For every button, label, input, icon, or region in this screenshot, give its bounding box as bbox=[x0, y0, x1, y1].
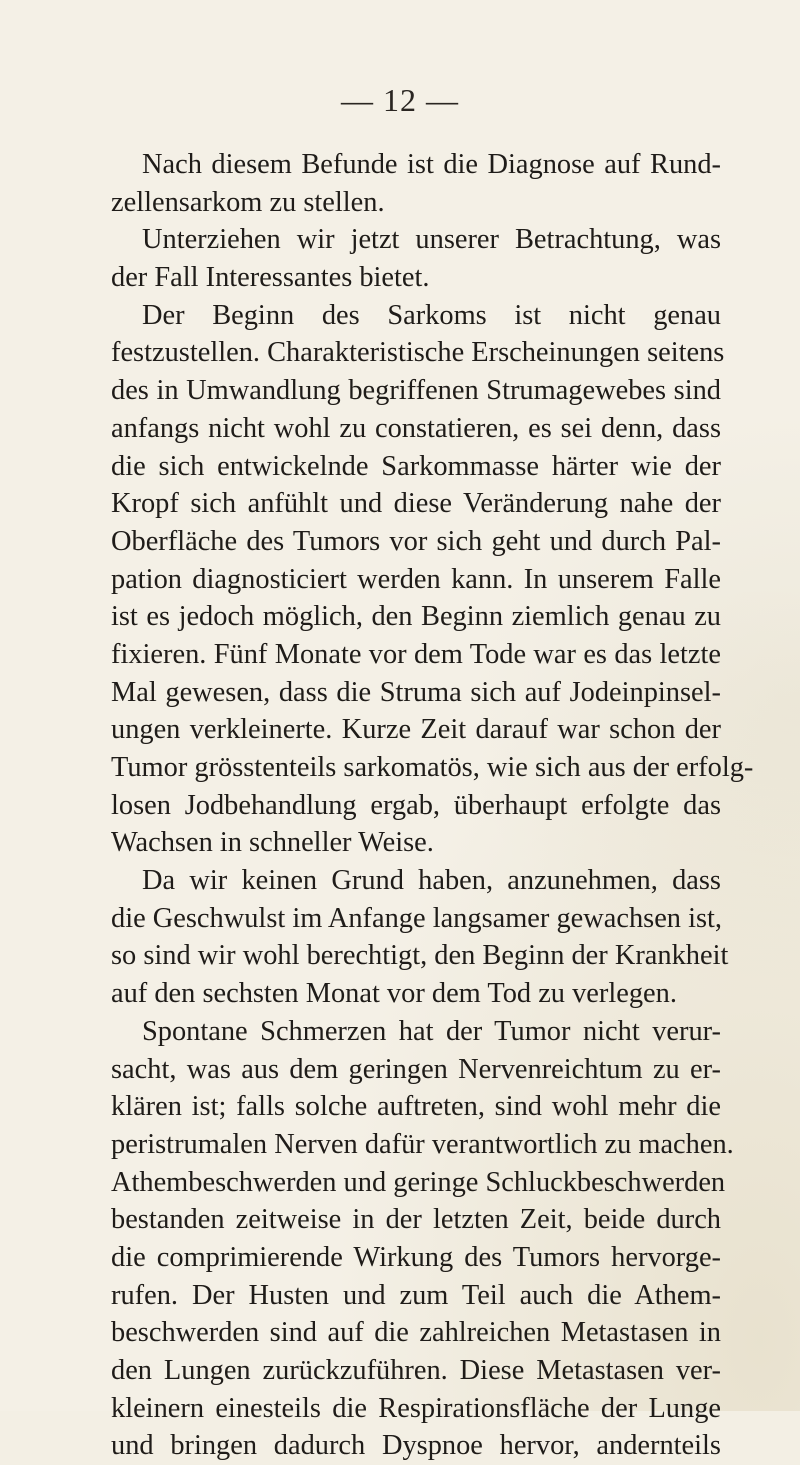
text-line: Spontane Schmerzen hat der Tumor nicht verur- bbox=[142, 1015, 721, 1047]
text-line: peristrumalen Nerven dafür verantwortlich zu machen. bbox=[111, 1128, 734, 1160]
text-line: zellensarkom zu stellen. bbox=[111, 186, 385, 218]
text-line: die sich entwickelnde Sarkommasse härter wie der bbox=[111, 450, 721, 482]
text-line: Der Beginn des Sarkoms ist nicht genau bbox=[142, 299, 721, 331]
text-line: Mal gewesen, dass die Struma sich auf Jodeinpinsel- bbox=[111, 676, 721, 708]
text-line: kleinern einesteils die Respirationsfläche der Lunge bbox=[111, 1392, 721, 1424]
text-line: der Fall Interessantes bietet. bbox=[111, 262, 430, 294]
text-line: losen Jodbehandlung ergab, überhaupt erfolgte das bbox=[111, 789, 721, 821]
text-line: festzustellen. Charakteristische Erscheinungen seitens bbox=[111, 337, 725, 369]
text-line: beschwerden sind auf die zahlreichen Metastasen in bbox=[111, 1317, 721, 1349]
text-line: Kropf sich anfühlt und diese Veränderung nahe der bbox=[111, 488, 721, 520]
text-line: rufen. Der Husten und zum Teil auch die Athem- bbox=[111, 1279, 721, 1311]
text-line: anfangs nicht wohl zu constatieren, es sei denn, dass bbox=[111, 412, 721, 444]
text-line: die comprimierende Wirkung des Tumors hervorge- bbox=[111, 1241, 721, 1273]
text-line: fixieren. Fünf Monate vor dem Tode war es das letzte bbox=[111, 638, 721, 670]
text-line: Tumor grösstenteils sarkomatös, wie sich aus der erfolg- bbox=[111, 752, 754, 783]
text-line: auf den sechsten Monat vor dem Tod zu verlegen. bbox=[111, 978, 677, 1010]
text-line: ungen verkleinerte. Kurze Zeit darauf war schon der bbox=[111, 714, 721, 746]
text-line: klären ist; falls solche auftreten, sind wohl mehr die bbox=[111, 1091, 721, 1123]
text-line: ist es jedoch möglich, den Beginn ziemlich genau zu bbox=[111, 601, 721, 633]
text-line: pation diagnosticiert werden kann. In unserem Falle bbox=[111, 563, 721, 595]
text-line: Unterziehen wir jetzt unserer Betrachtung, was bbox=[142, 224, 721, 256]
text-line: Wachsen in schneller Weise. bbox=[111, 827, 434, 859]
text-line: so sind wir wohl berechtigt, den Beginn der Krankheit bbox=[111, 940, 729, 972]
text-line: des in Umwandlung begriffenen Strumagewebes sind bbox=[111, 375, 721, 407]
text-line: den Lungen zurückzuführen. Diese Metastasen ver- bbox=[111, 1355, 721, 1386]
text-line: Nach diesem Befunde ist die Diagnose auf Rund- bbox=[142, 149, 721, 180]
text-line: und bringen dadurch Dyspnoe hervor, andernteils bbox=[111, 1430, 721, 1462]
text-line: Da wir keinen Grund haben, anzunehmen, dass bbox=[142, 865, 721, 897]
text-line: bestanden zeitweise in der letzten Zeit, beide durch bbox=[111, 1204, 721, 1236]
text-line: die Geschwulst im Anfange langsamer gewachsen ist, bbox=[111, 902, 723, 934]
text-line: Athembeschwerden und geringe Schluckbeschwerden bbox=[111, 1166, 726, 1198]
text-line: sacht, was aus dem geringen Nervenreichtum zu er- bbox=[111, 1053, 721, 1085]
text-line: Oberfläche des Tumors vor sich geht und durch Pal- bbox=[111, 525, 721, 557]
body-text bbox=[111, 146, 754, 1465]
page-number: — 12 — bbox=[341, 82, 459, 118]
